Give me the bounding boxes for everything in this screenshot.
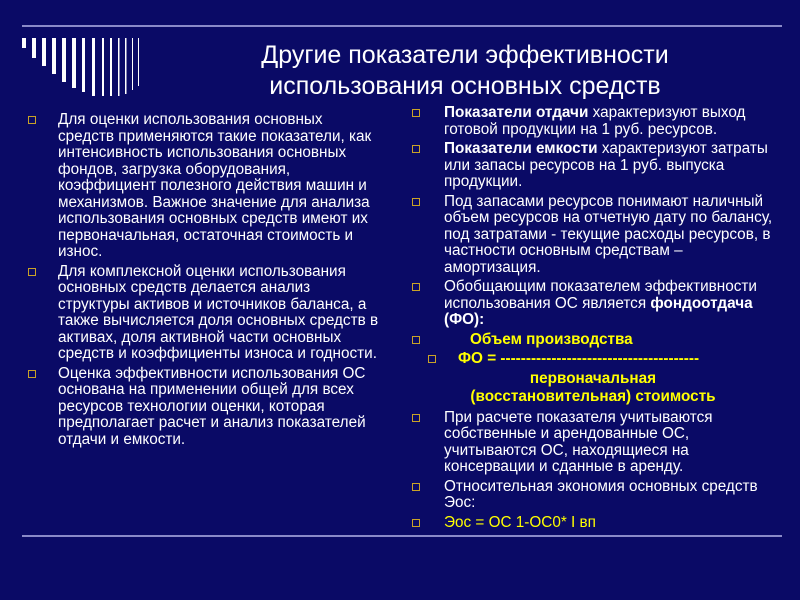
right-bullet-5 xyxy=(408,410,778,476)
eos-formula: Эос = ОС 1-ОС0* I вп xyxy=(444,513,596,531)
bullet-square-icon xyxy=(28,268,36,276)
right-bullet-3-text: Под запасами ресурсов понимают наличный объем ресурсов на отчетную дату по балансу, под затратами - текущие расходы ресурсов, в частности основным средствам – амортизация. xyxy=(444,192,773,276)
left-column xyxy=(22,112,382,451)
bullet-square-icon xyxy=(412,519,420,527)
left-bullet-2-text: Для комплексной оценки использования основных средств делается анализ структуры активов и источников баланса, а также вычисляется доля основных средств в активах, доля активной части основных средств и коэффициенты износа и годности. xyxy=(58,262,379,362)
formula-numerator xyxy=(408,332,778,349)
bullet-square-icon xyxy=(412,198,420,206)
right-bullet-6 xyxy=(408,479,778,512)
bottom-rule xyxy=(22,535,782,537)
bullet-square-icon xyxy=(412,145,420,153)
right-bullet-2-text: характеризуют затраты или запасы ресурсов на 1 руб. выпуска продукции. xyxy=(444,140,768,190)
left-bullet-1-text: Для оценки использования основных средств применяются такие показатели, как интенсивность использования основных фондов, загрузка оборудования, коэффициент полезного действия машин и механизмов. Важное значение для анализа использования основных средств имеют их первоначальная, остаточная стоимость и износ. xyxy=(58,111,372,260)
right-column xyxy=(408,105,778,534)
top-rule xyxy=(22,25,782,27)
left-bullet-2 xyxy=(22,264,382,363)
bullet-square-icon xyxy=(412,414,420,422)
bullet-square-icon xyxy=(412,483,420,491)
bullet-square-icon xyxy=(28,370,36,378)
slide-title xyxy=(200,40,730,102)
right-bullet-3 xyxy=(408,194,778,277)
fo-term: фондоотдача (ФО): xyxy=(444,294,753,328)
bullet-square-icon xyxy=(412,109,420,117)
right-bullet-6-text: Относительная экономия основных средств Эос: xyxy=(444,477,758,511)
right-bullet-1-text: характеризуют выход готовой продукции на 1 руб. ресурсов. xyxy=(444,104,746,138)
left-bullet-3-text: Оценка эффективности использования ОС основана на применении общей для всех ресурсов технологии оценки, которая предполагает расчет и анализ показателей отдачи и емкости. xyxy=(58,364,366,448)
title-line-1: Другие показатели эффективности xyxy=(261,41,669,69)
formula-denominator-1: первоначальная xyxy=(529,369,657,387)
bullet-square-icon xyxy=(412,336,420,344)
right-bullet-4 xyxy=(408,279,778,329)
right-bullet-5-text: При расчете показателя учитываются собственные и арендованные ОС, учитываются ОС, находящиеся на консервации и сданные в аренду. xyxy=(444,408,713,475)
right-bullet-7 xyxy=(408,515,778,532)
formula-line-text: ФО = --------------------------------------- xyxy=(458,350,700,367)
left-bullet-3 xyxy=(22,366,382,449)
right-bullet-1 xyxy=(408,105,778,138)
bullet-square-icon xyxy=(412,283,420,291)
capacity-indicators-term: Показатели емкости xyxy=(444,140,598,157)
return-indicators-term: Показатели отдачи xyxy=(444,104,589,121)
formula-numerator-text: Объем производства xyxy=(470,330,633,348)
formula-denominator-2: (восстановительная) стоимость xyxy=(470,388,716,405)
bullet-square-icon xyxy=(428,355,436,363)
left-bullet-1 xyxy=(22,112,382,261)
formula-line xyxy=(408,351,778,368)
title-line-2: использования основных средств xyxy=(269,72,661,100)
right-bullet-2 xyxy=(408,141,778,191)
bullet-square-icon xyxy=(28,116,36,124)
right-bullet-4-text: Обобщающим показателем эффективности использования ОС является xyxy=(444,278,757,312)
